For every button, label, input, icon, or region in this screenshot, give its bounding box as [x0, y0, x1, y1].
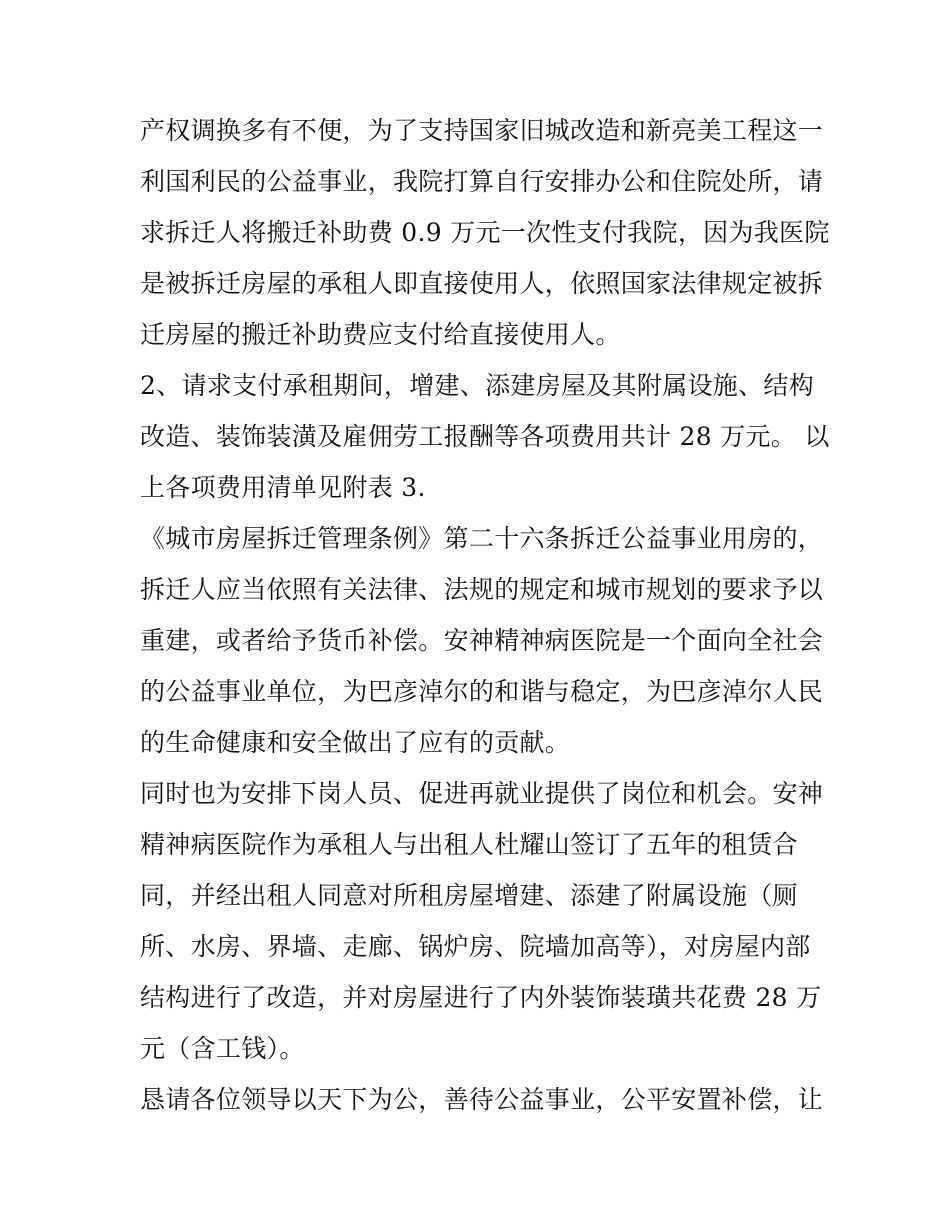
- text-line-1: 产权调换多有不便，为了支持国家旧城改造和新亮美工程这一: [140, 116, 824, 145]
- text-line-8: 上各项费用清单见附表 3.: [140, 473, 426, 502]
- text-line-10: 拆迁人应当依照有关法律、法规的规定和城市规划的要求予以: [140, 575, 824, 604]
- text-line-15: 精神病医院作为承租人与出租人杜耀山签订了五年的租赁合: [140, 830, 798, 859]
- text-line-18: 结构进行了改造，并对房屋进行了内外装饰装璜共花费 28 万: [140, 983, 822, 1012]
- text-line-11: 重建，或者给予货币补偿。安神精神病医院是一个面向全社会: [140, 626, 824, 655]
- text-line-12: 的公益事业单位，为巴彦淖尔的和谐与稳定，为巴彦淖尔人民: [140, 677, 824, 706]
- text-line-7: 改造、装饰装潢及雇佣劳工报酬等各项费用共计 28 万元。 以: [140, 422, 830, 451]
- text-line-2: 利国利民的公益事业，我院打算自行安排办公和住院处所，请: [140, 167, 824, 196]
- text-line-13: 的生命健康和安全做出了应有的贡献。: [140, 728, 571, 757]
- text-line-9: 《城市房屋拆迁管理条例》第二十六条拆迁公益事业用房的，: [140, 524, 824, 553]
- text-line-4: 是被拆迁房屋的承租人即直接使用人，依照国家法律规定被拆: [140, 269, 824, 298]
- text-line-17: 所、水房、界墙、走廊、锅炉房、院墙加高等），对房屋内部: [140, 932, 811, 961]
- text-line-20: 恳请各位领导以天下为公，善待公益事业，公平安置补偿，让: [140, 1085, 824, 1114]
- text-line-3: 求拆迁人将搬迁补助费 0.9 万元一次性支付我院，因为我医院: [140, 218, 830, 247]
- text-line-19: 元（含工钱）。: [140, 1034, 305, 1063]
- text-line-5: 迁房屋的搬迁补助费应支付给直接使用人。: [140, 320, 621, 349]
- body-text: [140, 105, 830, 1125]
- text-line-14: 同时也为安排下岗人员、促进再就业提供了岗位和机会。安神: [140, 779, 824, 808]
- text-line-16: 同，并经出租人同意对所租房屋增建、添建了附属设施（厕: [140, 881, 798, 910]
- text-line-6: 2、请求支付承租期间，增建、添建房屋及其附属设施、结构: [140, 371, 815, 400]
